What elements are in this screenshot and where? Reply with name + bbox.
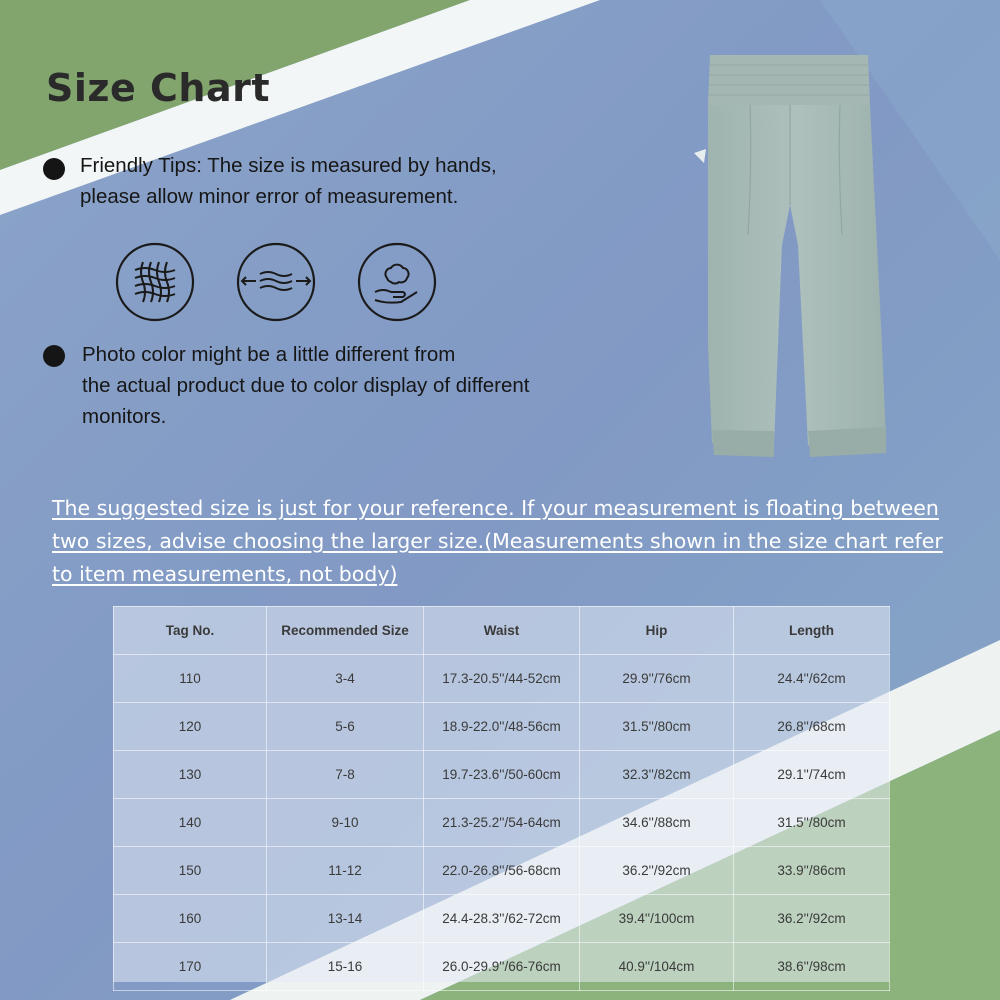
table-cell: 15-16 [267,943,424,991]
table-cell: 38.6''/98cm [734,943,890,991]
table-cell: 19.7-23.6''/50-60cm [424,751,580,799]
tip-1-text [80,150,497,212]
note-line-2: two sizes, advise choosing the larger size.(Measurements shown in the size chart refer [52,529,943,553]
note-line-1: The suggested size is just for your reference. If your measurement is floating between [52,496,939,520]
table-cell: 40.9''/104cm [580,943,734,991]
size-table [113,606,890,991]
stretch-fabric-icon [236,242,316,322]
table-cell: 7-8 [267,751,424,799]
table-cell: 26.0-29.9''/66-76cm [424,943,580,991]
tip-2-line-2: the actual product due to color display of different [82,374,530,397]
table-cell: 24.4-28.3''/62-72cm [424,895,580,943]
table-cell: 140 [114,799,267,847]
column-header: Tag No. [114,607,267,655]
sizing-note [52,492,942,591]
table-cell: 39.4''/100cm [580,895,734,943]
size-table-container [113,606,889,982]
table-cell: 33.9''/86cm [734,847,890,895]
column-header: Recommended Size [267,607,424,655]
table-row [114,655,890,703]
table-cell: 9-10 [267,799,424,847]
note-line-3: to item measurements, not body) [52,562,398,586]
table-cell: 34.6''/88cm [580,799,734,847]
table-row [114,943,890,991]
table-cell: 21.3-25.2''/54-64cm [424,799,580,847]
table-cell: 150 [114,847,267,895]
table-cell: 17.3-20.5''/44-52cm [424,655,580,703]
table-cell: 24.4''/62cm [734,655,890,703]
table-cell: 160 [114,895,267,943]
table-cell: 130 [114,751,267,799]
cotton-soft-icon [357,242,437,322]
column-header: Hip [580,607,734,655]
table-cell: 13-14 [267,895,424,943]
table-cell: 5-6 [267,703,424,751]
table-cell: 11-12 [267,847,424,895]
tip-2-bullet [43,345,65,367]
table-cell: 29.9''/76cm [580,655,734,703]
product-pants-image [690,45,890,470]
table-cell: 3-4 [267,655,424,703]
table-cell: 22.0-26.8''/56-68cm [424,847,580,895]
column-header: Waist [424,607,580,655]
table-cell: 18.9-22.0''/48-56cm [424,703,580,751]
page-title: Size Chart [46,66,271,110]
tip-2-line-1: Photo color might be a little different from [82,343,456,366]
tip-1-line-1: Friendly Tips: The size is measured by hands, [80,154,497,177]
table-cell: 31.5''/80cm [734,799,890,847]
fabric-mesh-icon [115,242,195,322]
table-cell: 31.5''/80cm [580,703,734,751]
tip-2-text [82,339,530,432]
tip-1-bullet [43,158,65,180]
table-row [114,751,890,799]
table-cell: 120 [114,703,267,751]
table-cell: 26.8''/68cm [734,703,890,751]
table-row [114,703,890,751]
table-cell: 170 [114,943,267,991]
table-cell: 36.2''/92cm [734,895,890,943]
column-header: Length [734,607,890,655]
table-row [114,847,890,895]
table-cell: 36.2''/92cm [580,847,734,895]
table-row [114,799,890,847]
table-row [114,895,890,943]
tip-1-line-2: please allow minor error of measurement. [80,185,459,208]
table-cell: 110 [114,655,267,703]
tip-2-line-3: monitors. [82,405,167,428]
table-cell: 32.3''/82cm [580,751,734,799]
table-cell: 29.1''/74cm [734,751,890,799]
table-header-row [114,607,890,655]
